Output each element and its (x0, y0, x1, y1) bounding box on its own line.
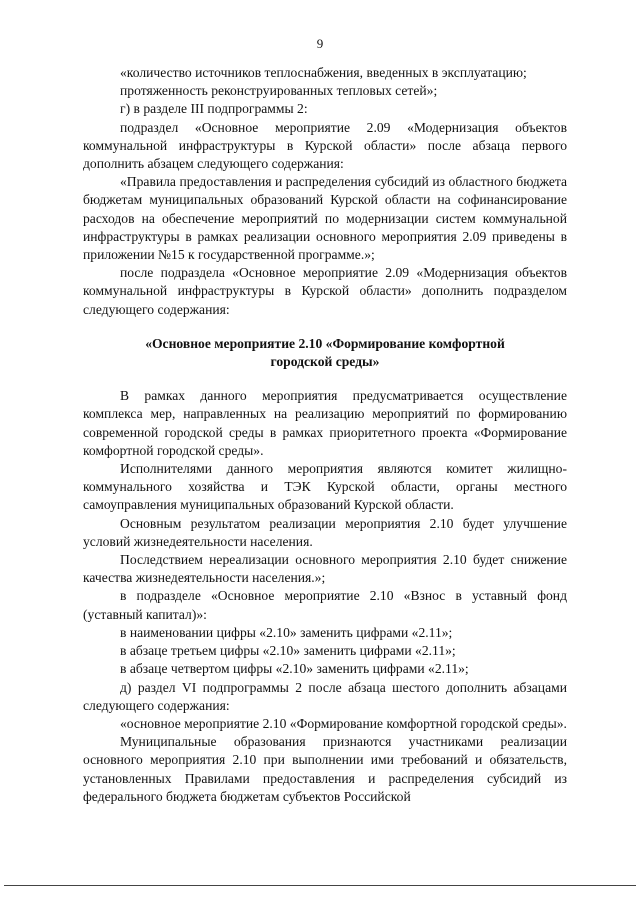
paragraph: в абзаце третьем цифры «2.10» заменить цифрами «2.11»; (120, 643, 456, 659)
section-heading: «Основное мероприятие 2.10 «Формирование комфортной городской среды» (145, 335, 505, 370)
bottom-divider (4, 885, 636, 886)
paragraph: В рамках данного мероприятия предусматривается осуществление комплекса мер, направленных на реализацию мероприятий по формированию современной городской среды в рамках приоритетного проекта «Формирование комфортной городской среды». (83, 388, 567, 458)
paragraph: г) в разделе III подпрограммы 2: (120, 101, 308, 117)
paragraph: Основным результатом реализации мероприятия 2.10 будет улучшение условий жизнедеятельности населения. (83, 515, 567, 549)
paragraph: «количество источников теплоснабжения, введенных в эксплуатацию; (120, 65, 527, 80)
paragraph: в наименовании цифры «2.10» заменить цифрами «2.11»; (120, 624, 453, 640)
paragraph: подраздел «Основное мероприятие 2.09 «Модернизация объектов коммунальной инфраструктуры в Курской области» после абзаца первого дополнить абзацем следующего содержания: (83, 119, 567, 172)
paragraph: Последствием нереализации основного мероприятия 2.10 будет снижение качества жизнедеятельности населения.»; (83, 552, 567, 586)
paragraph: Муниципальные образования признаются участниками реализации основного мероприятия 2.10 при выполнении ими требований и обязательств, установленных Правилами предоставления и распределения субсидий из федерального бюджета бюджетам субъектов Российской (83, 734, 567, 804)
paragraph: в абзаце четвертом цифры «2.10» заменить цифрами «2.11»; (120, 661, 469, 677)
paragraph: Исполнителями данного мероприятия являются комитет жилищно-коммунального хозяйства и ТЭК Курской области, органы местного самоуправления муниципальных образований Курской области. (83, 461, 567, 513)
paragraph: «Правила предоставления и распределения субсидий из областного бюджета бюджетам муниципальных образований Курской области на софинансирование расходов на обеспечение мероприятий по модернизации систем коммунальной инфраструктуры в рамках реализации основного мероприятия 2.09 приведены в приложении №15 к государственной программе.»; (83, 174, 567, 263)
paragraph: после подраздела «Основное мероприятие 2.09 «Модернизация объектов коммунальной инфраструктуры в Курской области» дополнить подразделом следующего содержания: (83, 265, 567, 317)
document-body (83, 64, 567, 806)
paragraph: протяженность реконструированных тепловых сетей»; (120, 83, 438, 99)
paragraph: «основное мероприятие 2.10 «Формирование комфортной городской среды». (120, 715, 567, 731)
paragraph: д) раздел VI подпрограммы 2 после абзаца шестого дополнить абзацами следующего содержания: (83, 679, 567, 713)
page-number: 9 (316, 36, 324, 51)
paragraph: в подразделе «Основное мероприятие 2.10 «Взнос в уставный фонд (уставный капитал)»: (83, 588, 567, 622)
